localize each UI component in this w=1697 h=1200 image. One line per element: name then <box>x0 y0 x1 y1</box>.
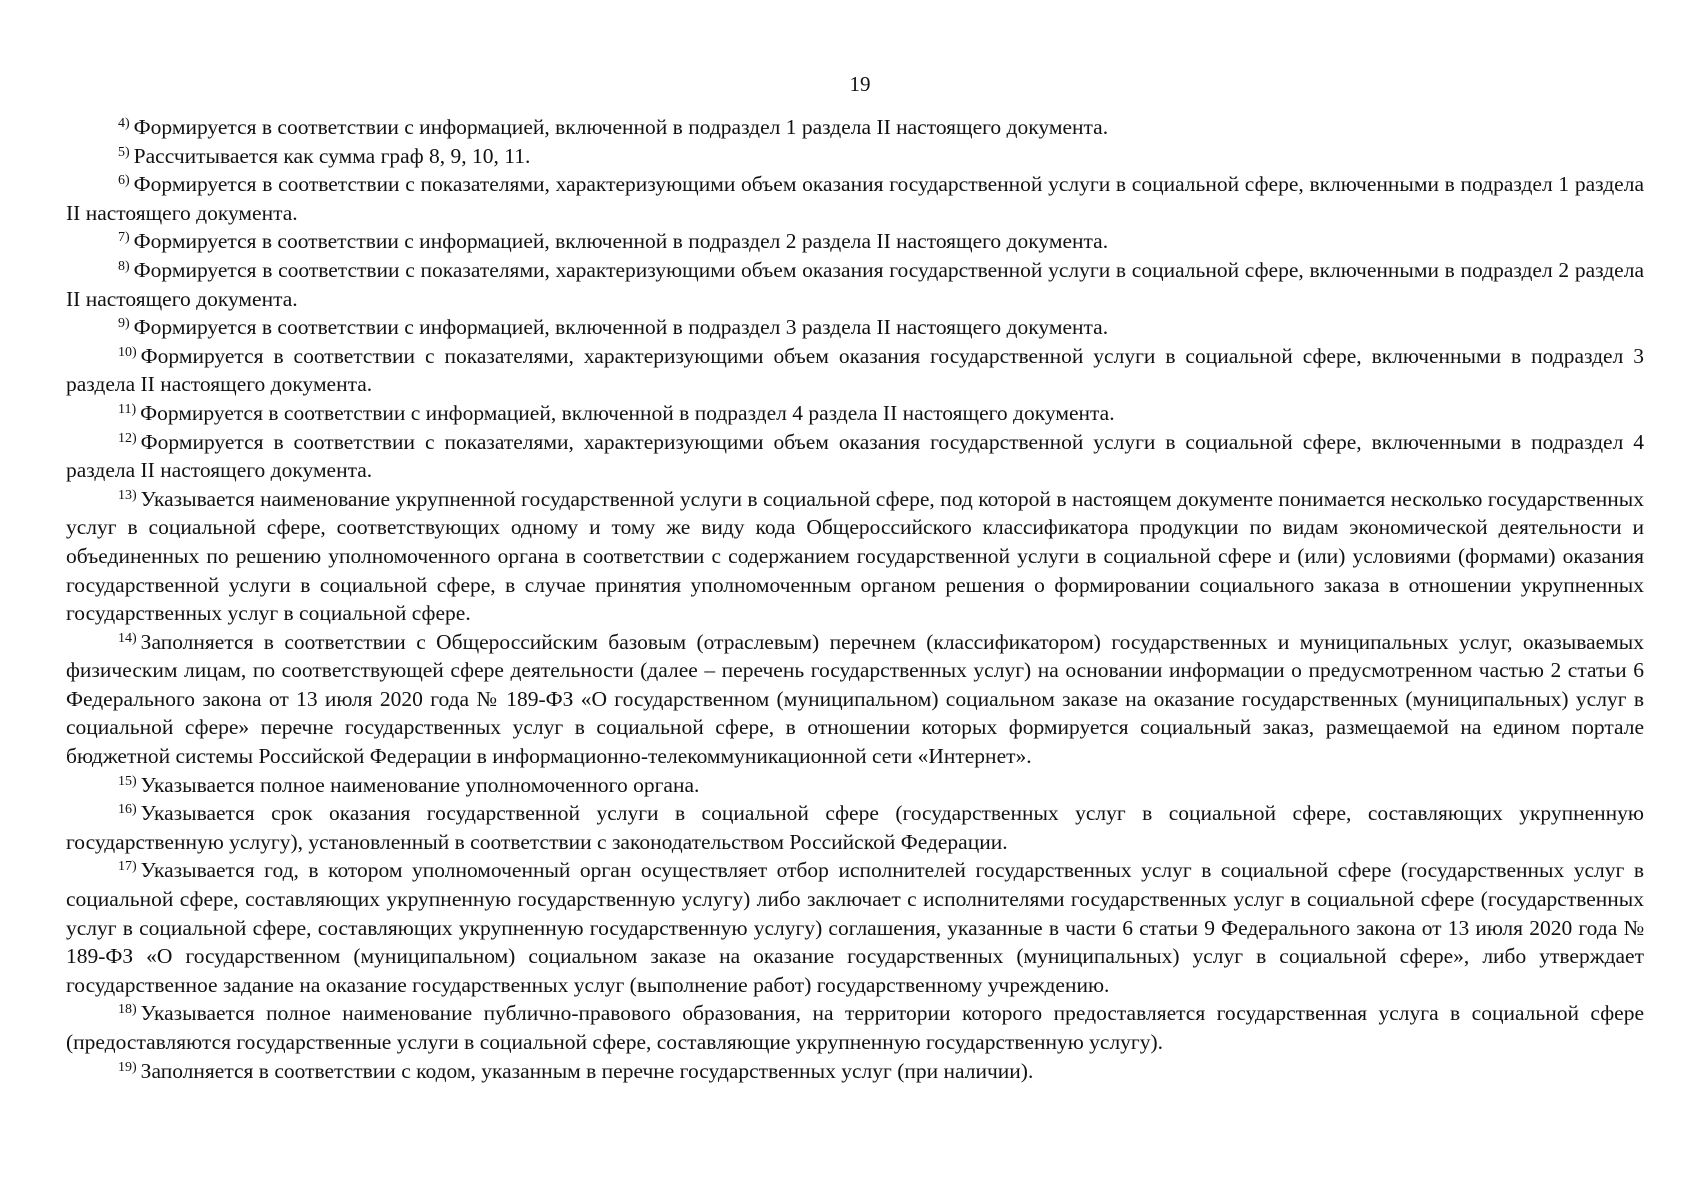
footnote-marker: 12) <box>118 430 137 446</box>
footnote-marker: 8) <box>118 258 130 274</box>
footnote-11 <box>66 399 1644 428</box>
footnote-14 <box>66 628 1644 771</box>
footnote-15 <box>66 771 1644 800</box>
footnote-marker: 11) <box>118 401 137 417</box>
footnote-text: Формируется в соответствии с показателями, характеризующими объем оказания государственной услуги в социальной сфере, включенными в подраздел 4 раздела II настоящего документа. <box>66 429 1644 483</box>
footnote-9 <box>66 313 1644 342</box>
footnote-4 <box>66 113 1644 142</box>
footnote-17 <box>66 856 1644 999</box>
footnote-16 <box>66 799 1644 856</box>
footnote-marker: 4) <box>118 116 130 131</box>
footnote-text: Заполняется в соответствии с Общероссийским базовым (отраслевым) перечнем (классификатором) государственных и муниципальных услуг, оказываемых физическим лицам, по соответствующей сфере деятельности (далее – перечень государственных услуг) на основании информации о предусмотренном частью 2 статьи 6 Федерального закона от 13 июля 2020 года № 189-ФЗ «О государственном (муниципальном) социальном заказе на оказание государственных (муниципальных) услуг в социальной сфере» перечне государственных услуг в социальной сфере, в отношении которых формируется социальный заказ, размещаемой на едином портале бюджетной системы Российской Федерации в информационно-телекоммуникационной сети «Интернет». <box>66 629 1644 769</box>
footnote-text: Формируется в соответствии с информацией, включенной в подраздел 4 раздела II настоящего документа. <box>140 400 1115 425</box>
footnote-text: Формируется в соответствии с информацией, включенной в подраздел 2 раздела II настоящего документа. <box>133 229 1109 254</box>
footnote-text: Указывается наименование укрупненной государственной услуги в социальной сфере, под которой в настоящем документе понимается несколько государственных услуг в социальной сфере, соответствующих одному и тому же виду кода Общероссийского классификатора продукции по видам экономической деятельности и объединенных по решению уполномоченного органа в соответствии с содержанием государственной услуги в социальной сфере и (или) условиями (формами) оказания государственной услуги в социальной сфере, в случае принятия уполномоченным органом решения о формировании социального заказа в отношении укрупненных государственных услуг в социальной сфере. <box>66 486 1644 626</box>
page-number: 19 <box>849 72 871 96</box>
footnote-marker: 6) <box>118 173 130 189</box>
footnote-marker: 14) <box>118 630 137 646</box>
footnote-text: Указывается срок оказания государственной услуги в социальной сфере (государственных услуг в социальной сфере, составляющих укрупненную государственную услугу), установленный в соответствии с законодательством Российской Федерации. <box>66 801 1644 854</box>
footnote-marker: 5) <box>118 144 130 160</box>
footnote-marker: 9) <box>118 316 130 332</box>
footnote-text: Формируется в соответствии с показателями, характеризующими объем оказания государственной услуги в социальной сфере, включенными в подраздел 1 раздела II настоящего документа. <box>66 172 1644 225</box>
footnote-18 <box>66 999 1644 1056</box>
footnote-text: Заполняется в соответствии с кодом, указанным в перечне государственных услуг (при наличии). <box>140 1058 1034 1083</box>
footnote-5 <box>66 142 1644 171</box>
footnote-10 <box>66 342 1644 399</box>
footnote-text: Формируется в соответствии с информацией, включенной в подраздел 1 раздела II настоящего документа. <box>133 115 1109 139</box>
footnotes-list <box>66 113 1644 1085</box>
footnote-marker: 7) <box>118 230 130 246</box>
footnote-marker: 18) <box>118 1002 137 1018</box>
footnote-text: Формируется в соответствии с показателями, характеризующими объем оказания государственной услуги в социальной сфере, включенными в подраздел 2 раздела II настоящего документа. <box>66 257 1644 311</box>
footnote-marker: 17) <box>118 859 137 875</box>
footnote-marker: 10) <box>118 344 137 360</box>
footnote-text: Указывается полное наименование уполномоченного органа. <box>140 772 700 797</box>
footnote-6 <box>66 170 1644 227</box>
footnote-text: Указывается полное наименование публично-правового образования, на территории которого предоставляется государственная услуга в социальной сфере (предоставляются государственные услуги в социальной сфере, составляющие укрупненную государственную услугу). <box>66 1001 1644 1054</box>
footnote-12 <box>66 428 1644 485</box>
footnote-text: Рассчитывается как сумма граф 8, 9, 10, 11. <box>133 143 531 168</box>
footnote-marker: 13) <box>118 487 137 503</box>
footnote-marker: 19) <box>118 1059 137 1075</box>
footnote-19 <box>66 1057 1644 1086</box>
footnote-text: Указывается год, в котором уполномоченный орган осуществляет отбор исполнителей государственных услуг в социальной сфере (государственных услуг в социальной сфере, составляющих укрупненную государственную услугу) либо заключает с исполнителями государственных услуг в социальной сфере (государственных услуг в социальной сфере, составляющих укрупненную государственную услугу) соглашения, указанные в части 6 статьи 9 Федерального закона от 13 июля 2020 года № 189-ФЗ «О государственном (муниципальном) социальном заказе на оказание государственных (муниципальных) услуг в социальной сфере», либо утверждает государственное задание на оказание государственных услуг (выполнение работ) государственному учреждению. <box>66 858 1644 997</box>
footnote-marker: 16) <box>118 802 137 818</box>
footnote-marker: 15) <box>118 773 137 789</box>
footnote-8 <box>66 256 1644 313</box>
footnote-7 <box>66 227 1644 256</box>
footnote-text: Формируется в соответствии с показателями, характеризующими объем оказания государственной услуги в социальной сфере, включенными в подраздел 3 раздела II настоящего документа. <box>66 343 1644 397</box>
footnote-13 <box>66 485 1644 628</box>
footnote-text: Формируется в соответствии с информацией, включенной в подраздел 3 раздела II настоящего документа. <box>133 315 1109 340</box>
